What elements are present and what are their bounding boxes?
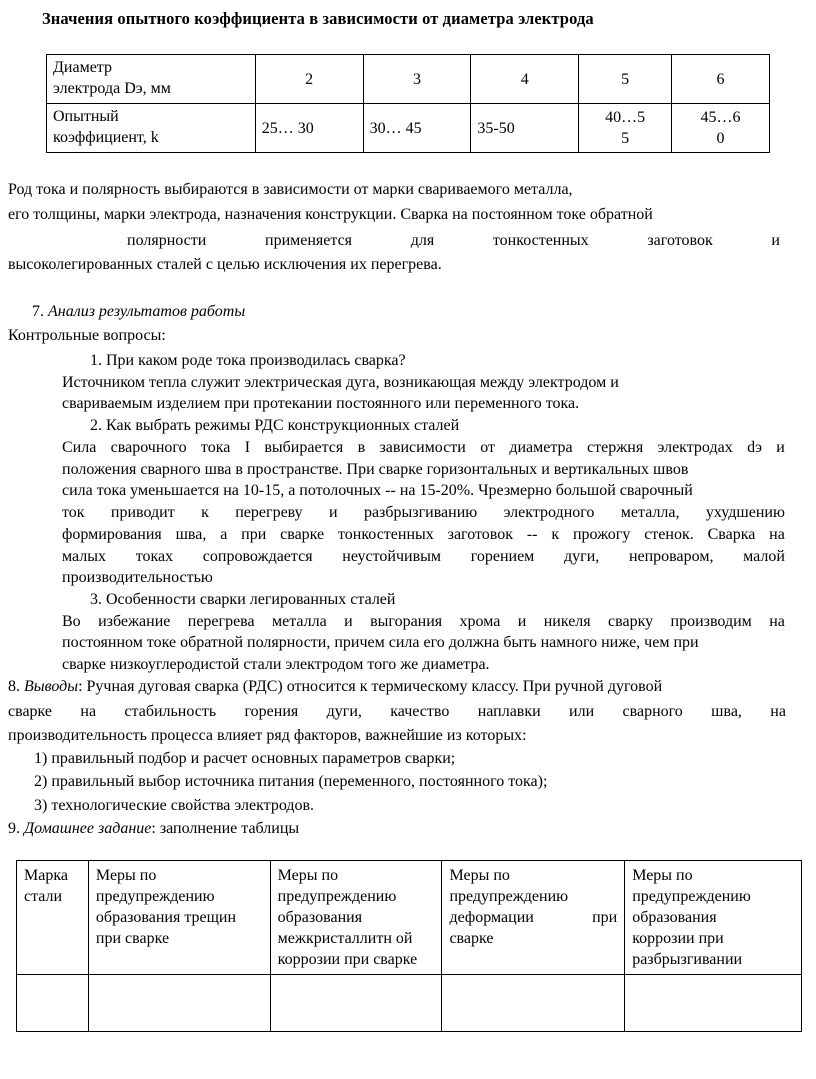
answer-line: Источником тепла служит электрическая дуга, возникающая между электродом и bbox=[62, 374, 619, 391]
section-number: 7. bbox=[32, 303, 44, 320]
header-text: коррозии при сварке bbox=[277, 951, 418, 968]
table-cell: 3 bbox=[363, 55, 471, 104]
empty-cell[interactable] bbox=[270, 975, 442, 1032]
row-label: электрода Dэ, мм bbox=[53, 80, 171, 97]
cell-text: 5 bbox=[621, 130, 630, 147]
empty-cell[interactable] bbox=[442, 975, 625, 1032]
coefficient-table bbox=[46, 54, 770, 153]
table-header-cell bbox=[625, 861, 802, 975]
header-text: предупреждению bbox=[449, 888, 569, 905]
header-text: предупреждению bbox=[95, 888, 215, 905]
header-text: предупреждению bbox=[632, 888, 751, 905]
header-text: Марка bbox=[24, 867, 68, 884]
table-row bbox=[17, 975, 802, 1032]
table-header-cell bbox=[270, 861, 442, 975]
table-cell bbox=[672, 104, 770, 153]
section-number: 8. bbox=[8, 678, 20, 695]
table-cell bbox=[47, 104, 256, 153]
paragraph-line: высоколегированных сталей с целью исключения их перегрева. bbox=[8, 256, 442, 273]
table-header-cell bbox=[442, 861, 625, 975]
cell-text: 40…5 bbox=[605, 109, 646, 126]
table-header-row bbox=[17, 861, 802, 975]
list-item: 1) правильный подбор и расчет основных параметров сварки; bbox=[34, 750, 456, 767]
cell-text: 45…6 bbox=[700, 109, 741, 126]
table-header-cell bbox=[88, 861, 270, 975]
section-7-heading bbox=[32, 301, 245, 323]
empty-cell[interactable] bbox=[88, 975, 270, 1032]
homework-table bbox=[16, 860, 802, 1032]
header-text: Меры по bbox=[277, 867, 339, 884]
header-text: сварке bbox=[449, 930, 494, 947]
header-text: при сварке bbox=[95, 930, 170, 947]
answer-line: положения сварного шва в пространстве. При сварке горизонтальных и вертикальных швов bbox=[62, 461, 689, 478]
answer-line: производительностью bbox=[62, 569, 213, 586]
section-8-line bbox=[8, 676, 662, 698]
section-text: : заполнение таблицы bbox=[151, 820, 300, 837]
question-2-heading: 2. Как выбрать режимы РДС конструкционных сталей bbox=[90, 417, 460, 434]
header-text: коррозии при bbox=[632, 930, 724, 947]
question-3-heading: 3. Особенности сварки легированных сталей bbox=[90, 591, 396, 608]
header-text: межкристаллитн ой bbox=[277, 930, 413, 947]
header-text-justified: деформации при bbox=[449, 909, 618, 926]
table-cell bbox=[47, 55, 256, 104]
answer-line: Сила сварочного тока I выбирается в зависимости от диаметра стержня электродах dэ и bbox=[62, 439, 785, 456]
section-8-line: сварке на стабильность горения дуги, качество наплавки или сварного шва, на bbox=[8, 703, 786, 720]
paragraph-line: его толщины, марки электрода, назначения конструкции. Сварка на постоянном токе обратной bbox=[8, 206, 653, 223]
cell-text: 0 bbox=[716, 130, 725, 147]
document-title: Значения опытного коэффициента в зависимости от диаметра электрода bbox=[42, 9, 594, 28]
answer-line: свариваемым изделием при протекании постоянного или переменного тока. bbox=[62, 395, 580, 412]
header-text: образования bbox=[277, 909, 363, 926]
question-1-heading: 1. При каком роде тока производилась сварка? bbox=[90, 352, 406, 369]
row-label: коэффициент, k bbox=[53, 129, 159, 146]
table-cell: 30… 45 bbox=[363, 104, 471, 153]
table-row bbox=[47, 104, 770, 153]
answer-line: малых токах сопровождается неустойчивым горением дуги, непроваром, малой bbox=[62, 548, 785, 565]
table-cell: 4 bbox=[471, 55, 579, 104]
paragraph-line-justified: полярности применяется для тонкостенных заготовок и bbox=[127, 232, 780, 249]
paragraph-line: Род тока и полярность выбираются в зависимости от марки свариваемого металла, bbox=[8, 181, 573, 198]
header-text: образования трещин bbox=[95, 909, 237, 926]
empty-cell[interactable] bbox=[625, 975, 802, 1032]
answer-line: сварке низкоуглеродистой стали электродом того же диаметра. bbox=[62, 656, 490, 673]
section-8-line: производительность процесса влияет ряд факторов, важнейшие из которых: bbox=[8, 727, 527, 744]
header-text: разбрызгивании bbox=[632, 951, 743, 968]
table-row bbox=[47, 55, 770, 104]
header-text: Меры по bbox=[449, 867, 510, 884]
control-questions-label: Контрольные вопросы: bbox=[8, 327, 166, 344]
header-text: образования bbox=[632, 909, 717, 926]
section-9-heading bbox=[8, 818, 299, 840]
header-text: Меры по bbox=[95, 867, 157, 884]
answer-line: сила тока уменьшается на 10-15, а потолочных -- на 15-20%. Чрезмерно большой сварочный bbox=[62, 482, 693, 499]
header-text: стали bbox=[24, 888, 63, 905]
section-text: : Ручная дуговая сварка (РДС) относится к термическому классу. При ручной дуговой bbox=[78, 678, 663, 695]
empty-cell[interactable] bbox=[17, 975, 89, 1032]
table-cell: 6 bbox=[672, 55, 770, 104]
answer-line: Во избежание перегрева металла и выгорания хрома и никеля сварку производим на bbox=[62, 613, 785, 630]
list-item: 2) правильный выбор источника питания (переменного, постоянного тока); bbox=[34, 773, 548, 790]
row-label: Диаметр bbox=[53, 59, 112, 76]
table-cell: 35-50 bbox=[471, 104, 579, 153]
section-number: 9. bbox=[8, 820, 20, 837]
table-cell: 5 bbox=[579, 55, 672, 104]
section-title: Выводы bbox=[24, 678, 79, 695]
answer-line: постоянном токе обратной полярности, причем сила его должна быть намного ниже, чем при bbox=[62, 634, 699, 651]
header-text: Меры по bbox=[632, 867, 693, 884]
answer-line: формирования шва, а при сварке тонкостенных заготовок -- к прожогу стенок. Сварка на bbox=[62, 526, 785, 543]
list-item: 3) технологические свойства электродов. bbox=[34, 797, 315, 814]
section-title: Домашнее задание bbox=[24, 820, 152, 837]
table-cell bbox=[579, 104, 672, 153]
header-text: предупреждению bbox=[277, 888, 397, 905]
table-cell: 2 bbox=[255, 55, 363, 104]
section-title: Анализ результатов работы bbox=[48, 303, 246, 320]
table-cell: 25… 30 bbox=[255, 104, 363, 153]
row-label: Опытный bbox=[53, 108, 119, 125]
table-header-cell bbox=[17, 861, 89, 975]
answer-line: ток приводит к перегреву и разбрызгиванию электродного металла, ухудшению bbox=[62, 504, 785, 521]
